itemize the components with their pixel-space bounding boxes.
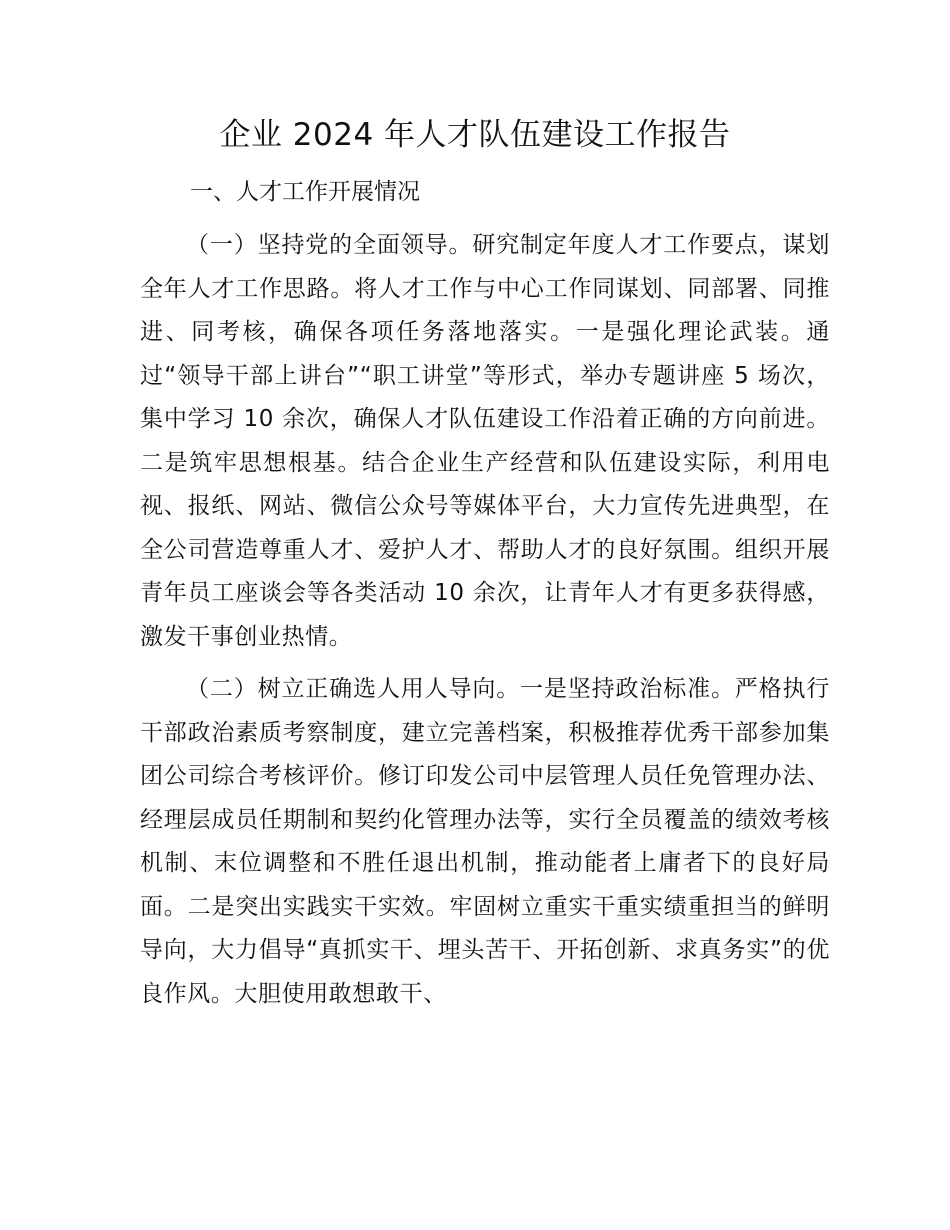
paragraph-leadership: （一）坚持党的全面领导。研究制定年度人才工作要点，谋划全年人才工作思路。将人才工作与中心工作同谋划、同部署、同推进、同考核，确保各项任务落地落实。一是强化理论武装。通过“领导干部上讲台”“职工讲堂”等形式，举办专题讲座 5 场次，集中学习 10 余次，确保人才队伍建设工作沿着正确的方向前进。二是筑牢思想根基。结合企业生产经营和队伍建设实际，利用电视、报纸、网站、微信公众号等媒体平台，大力宣传先进典型，在全公司营造尊重人才、爱护人才、帮助人才的良好氛围。组织开展青年员工座谈会等各类活动 10 余次，让青年人才有更多获得感，激发干事创业热情。: [140, 232, 830, 650]
paragraph-selection: （二）树立正确选人用人导向。一是坚持政治标准。严格执行干部政治素质考察制度，建立完善档案，积极推荐优秀干部参加集团公司综合考核评价。修订印发公司中层管理人员任免管理办法、经理层成员任期制和契约化管理办法等，实行全员覆盖的绩效考核机制、末位调整和不胜任退出机制，推动能者上庸者下的良好局面。二是突出实践实干实效。牢固树立重实干重实绩重担当的鲜明导向，大力倡导“真抓实干、埋头苦干、开拓创新、求真务实”的优良作风。大胆使用敢想敢干、: [140, 676, 830, 1007]
document-title: 企业 2024 年人才队伍建设工作报告: [219, 117, 731, 153]
section-heading: 一、人才工作开展情况: [190, 179, 420, 205]
